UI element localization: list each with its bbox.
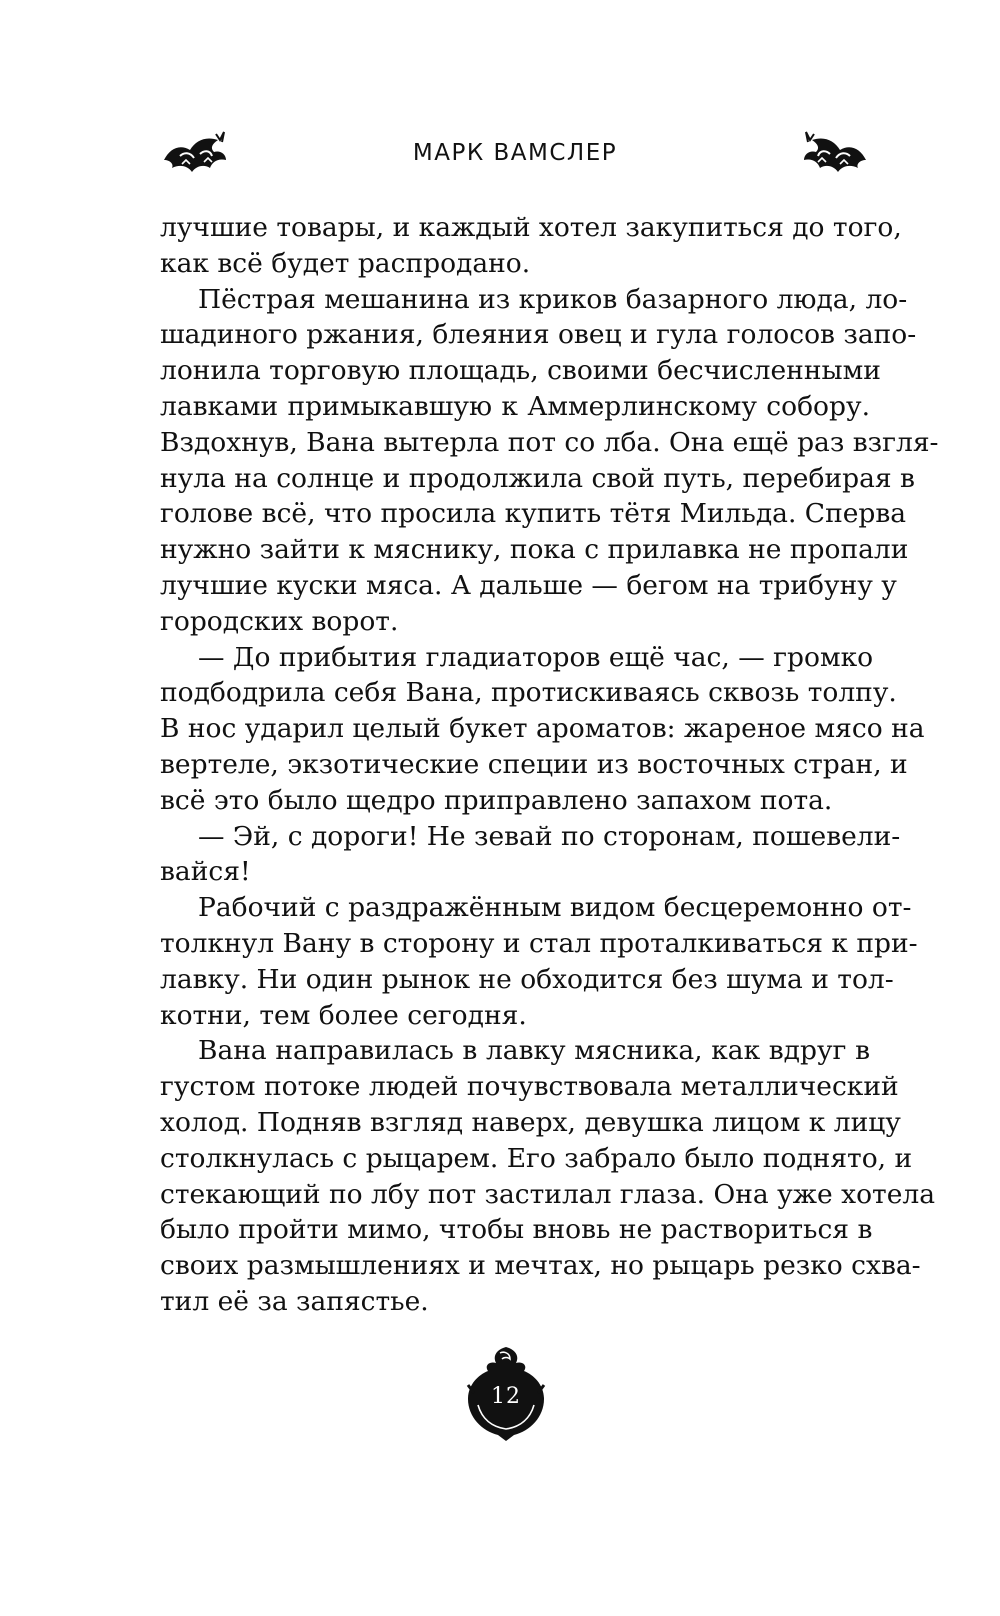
text-line: своих размышлениях и мечтах, но рыцарь резко схва- (160, 1250, 921, 1282)
dragon-ornament-icon (800, 130, 870, 178)
text-line: лавку. Ни один рынок не обходится без шума и тол- (160, 963, 894, 995)
text-line: столкнулась с рыцарем. Его забрало было поднято, и (160, 1142, 913, 1174)
text-line: Рабочий с раздражённым видом бесцеремонно от- (198, 892, 912, 924)
text-line: тил её за запястье. (160, 1285, 429, 1317)
text-line: лавками примыкавшую к Аммерлинскому собору. (160, 390, 870, 422)
text-line: лонила торговую площадь, своими бесчисленными (160, 355, 881, 387)
text-line: котни, тем более сегодня. (160, 999, 527, 1031)
text-line: вайся! (160, 856, 251, 888)
text-line: как всё будет распродано. (160, 247, 531, 279)
text-line: подбодрила себя Вана, протискиваясь сквозь толпу. (160, 677, 897, 709)
text-line: Пёстрая мешанина из криков базарного люда, ло- (198, 283, 908, 315)
text-line: лучшие куски мяса. А дальше — бегом на трибуну у (160, 569, 897, 601)
text-line: городских ворот. (160, 605, 399, 637)
page-number-badge (464, 1345, 548, 1441)
text-line: В нос ударил целый букет ароматов: жареное мясо на (160, 713, 925, 745)
text-line: было пройти мимо, чтобы вновь не раствориться в (160, 1214, 873, 1246)
text-line: густом потоке людей почувствовала металлический (160, 1071, 899, 1103)
running-header (160, 130, 870, 180)
text-line: голове всё, что просила купить тётя Мильда. Сперва (160, 498, 907, 530)
text-line: лучшие товары, и каждый хотел закупиться до того, (160, 212, 902, 243)
page-number: 12 (491, 1384, 521, 1409)
text-line: всё это было щедро приправлено запахом пота. (160, 784, 833, 816)
text-line: — Эй, с дороги! Не зевай по сторонам, пошевели- (198, 820, 901, 852)
text-line: Вздохнув, Вана вытерла пот со лба. Она ещё раз взгля- (160, 426, 939, 458)
text-line: вертеле, экзотические специи из восточных стран, и (160, 748, 908, 780)
text-line: толкнул Вану в сторону и стал проталкиваться к при- (160, 927, 918, 959)
text-line: шадиного ржания, блеяния овец и гула голосов запо- (160, 319, 917, 351)
author-name: МАРК ВАМСЛЕР (412, 140, 618, 166)
text-line: Вана направилась в лавку мясника, как вдруг в (198, 1035, 870, 1067)
text-line: холод. Подняв взгляд наверх, девушка лицом к лицу (160, 1106, 901, 1138)
text-line: стекающий по лбу пот застилал глаза. Она уже хотела (160, 1178, 936, 1210)
body-text (160, 210, 939, 1320)
text-line: нула на солнце и продолжила свой путь, перебирая в (160, 462, 915, 494)
text-line: — До прибытия гладиаторов ещё час, — громко (198, 641, 874, 673)
text-line: нужно зайти к мяснику, пока с прилавка не пропали (160, 534, 909, 566)
